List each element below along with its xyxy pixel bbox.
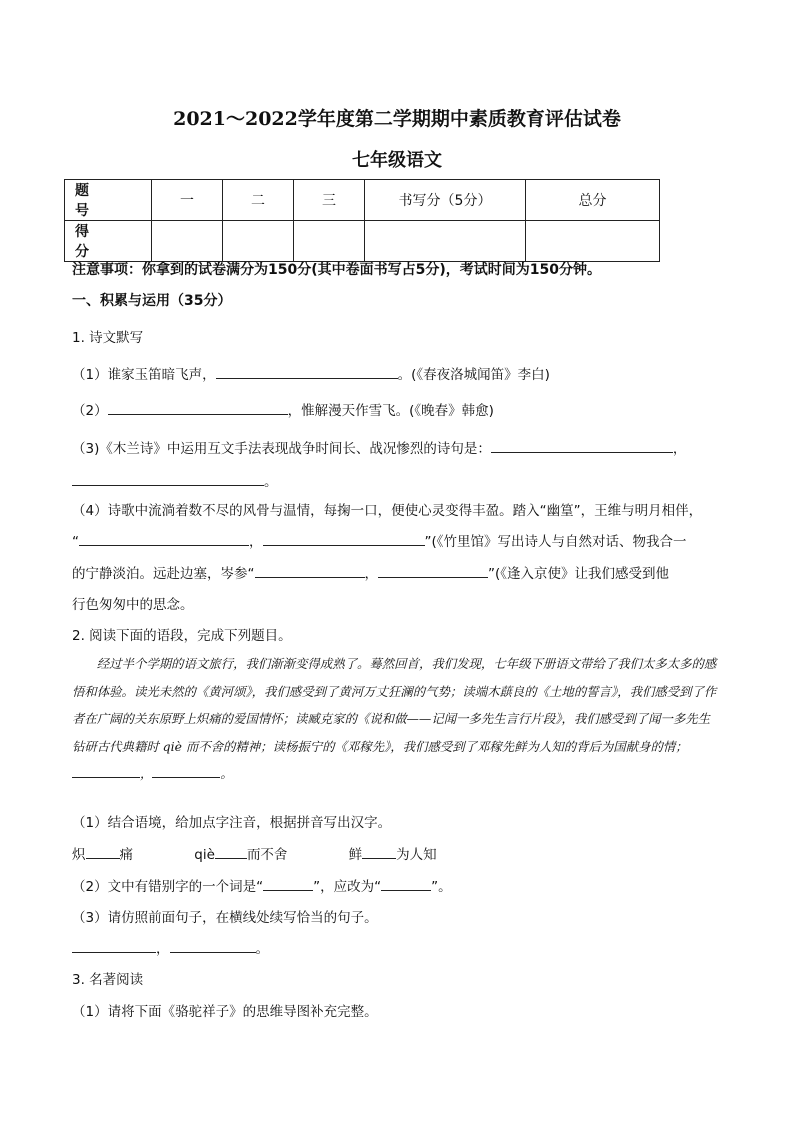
q1-title: 1. 诗文默写 <box>72 330 144 346</box>
q2-sub2-text: ”。 <box>431 879 452 895</box>
answer-blank[interactable] <box>381 876 431 891</box>
fill-c <box>349 843 437 863</box>
answer-blank[interactable] <box>491 438 673 453</box>
answer-blank[interactable] <box>108 400 288 415</box>
comma: ， <box>249 534 263 550</box>
q1-item4-line2 <box>72 530 687 550</box>
q1-item3-text: （3)《木兰诗》中运用互文手法表现战争时间长、战况惨烈的诗句是： <box>72 441 491 457</box>
score-table-score-row <box>65 221 660 262</box>
answer-blank[interactable] <box>215 844 247 859</box>
period: 。 <box>255 941 269 957</box>
answer-blank[interactable] <box>152 763 220 778</box>
q3-sub1: （1）请将下面《骆驼祥子》的思维导图补充完整。 <box>72 1004 378 1020</box>
exam-title: 2021～2022学年度第二学期期中素质教育评估试卷 <box>173 108 621 130</box>
comma: ， <box>140 766 153 781</box>
q1-item3 <box>72 437 686 457</box>
fill-b-text: 而不舍 <box>246 847 288 863</box>
fill-a-char: 炽 <box>72 847 86 863</box>
answer-blank[interactable] <box>263 876 313 891</box>
q1-item1-text: （1）谁家玉笛暗飞声， <box>72 367 216 383</box>
q1-item4-source: ”(《竹里馆》写出诗人与自然对话、物我合一 <box>424 534 687 550</box>
q1-item4-line3 <box>72 562 669 582</box>
q2-sub2 <box>72 875 452 895</box>
score-table-header-cell: 总分 <box>526 180 660 221</box>
q1-item3-separator: ， <box>672 441 687 457</box>
answer-blank[interactable] <box>72 938 156 953</box>
q2-sub2-text: （2）文中有错别字的一个词是“ <box>72 879 264 895</box>
comma: ， <box>156 941 170 957</box>
answer-blank[interactable] <box>216 364 398 379</box>
fill-b-pinyin: qiè <box>194 847 215 863</box>
q1-item2-source: ，惟解漫天作雪飞。(《晚春》韩愈) <box>287 403 494 419</box>
fill-b <box>194 843 344 863</box>
score-table-header-cell: 书写分（5分） <box>365 180 526 221</box>
q3-title: 3. 名著阅读 <box>72 972 144 988</box>
score-cell[interactable] <box>152 221 223 262</box>
answer-blank[interactable] <box>170 938 256 953</box>
q1-item4-text: 的宁静淡泊。远赴边塞，岑参“ <box>72 566 255 582</box>
answer-blank[interactable] <box>79 531 249 546</box>
q2-title: 2. 阅读下面的语段，完成下列题目。 <box>72 628 292 644</box>
q2-sub2-text: ”，应改为“ <box>313 879 382 895</box>
q2-passage-text: 经过半个学期的语文旅行，我们渐渐变得成熟了。蓦然回首，我们发现，七年级下册语文带给了我们太多太多的感悟和体验。读光未然的《黄河颂》，我们感受到了黄河万丈狂澜的气势；读端木蕻良的《土地的誓言》，我们感受到了作者在广阔的关东原野上炽痛的爱国情怀；读臧克家的《说和做——记闻一多先生言行片段》，我们感受到了闻一多先生钻研古代典籍时 qiè 而不舍的精神；读杨振宁的《邓稼先》，我们感受到了邓稼先鲜为人知的背后为国献身的情； <box>72 656 717 754</box>
q1-item1 <box>72 363 550 383</box>
score-table-header-cell: 二 <box>223 180 294 221</box>
fill-a-char: 痛 <box>119 847 133 863</box>
score-table-header-cell: 一 <box>152 180 223 221</box>
q2-sub3-answer <box>72 937 269 957</box>
q1-item4-line4: 行色匆匆中的思念。 <box>72 597 194 613</box>
notice: 注意事项：你拿到的试卷满分为150分(其中卷面书写占5分)，考试时间为150分钟。 <box>72 262 601 278</box>
q1-item4-source: ”(《逢入京使》让我们感受到他 <box>488 566 670 582</box>
q2-fill-row <box>72 843 437 863</box>
answer-blank[interactable] <box>362 844 396 859</box>
score-cell[interactable] <box>526 221 660 262</box>
answer-blank[interactable] <box>378 563 488 578</box>
quote-open: “ <box>72 534 79 550</box>
answer-blank[interactable] <box>86 844 120 859</box>
answer-blank[interactable] <box>255 563 365 578</box>
q2-passage <box>72 650 722 788</box>
answer-blank[interactable] <box>72 471 264 486</box>
exam-subtitle: 七年级语文 <box>352 150 442 171</box>
fill-c-text: 为人知 <box>396 847 437 863</box>
q1-item3-end: 。 <box>264 474 278 490</box>
score-table-header-cell: 三 <box>294 180 365 221</box>
answer-blank[interactable] <box>263 531 425 546</box>
score-table-header-row <box>65 180 660 221</box>
q1-item1-source: 。(《春夜洛城闻笛》李白) <box>397 367 550 383</box>
section1-title: 一、积累与运用（35分） <box>72 293 232 309</box>
q1-item2-text: （2） <box>72 403 108 419</box>
fill-c-char: 鲜 <box>348 847 363 863</box>
q1-item4-line1: （4）诗歌中流淌着数不尽的风骨与温情，每掬一口，便使心灵变得丰盈。踏入“幽篁”，王维与明月相伴， <box>72 503 703 519</box>
score-table <box>64 179 660 262</box>
period: 。 <box>220 766 233 781</box>
score-cell[interactable] <box>223 221 294 262</box>
q1-item2 <box>72 399 494 419</box>
score-cell[interactable] <box>294 221 365 262</box>
q2-sub3: （3）请仿照前面句子，在横线处续写恰当的句子。 <box>72 910 378 926</box>
answer-blank[interactable] <box>72 763 140 778</box>
comma: ， <box>364 566 378 582</box>
q1-item3-cont <box>72 470 278 490</box>
fill-a <box>72 843 190 863</box>
score-cell[interactable] <box>365 221 526 262</box>
q2-sub1: （1）结合语境，给加点字注音，根据拼音写出汉字。 <box>72 815 392 831</box>
score-table-header-cell: 题号 <box>65 180 152 221</box>
score-row-label: 得分 <box>65 221 152 262</box>
